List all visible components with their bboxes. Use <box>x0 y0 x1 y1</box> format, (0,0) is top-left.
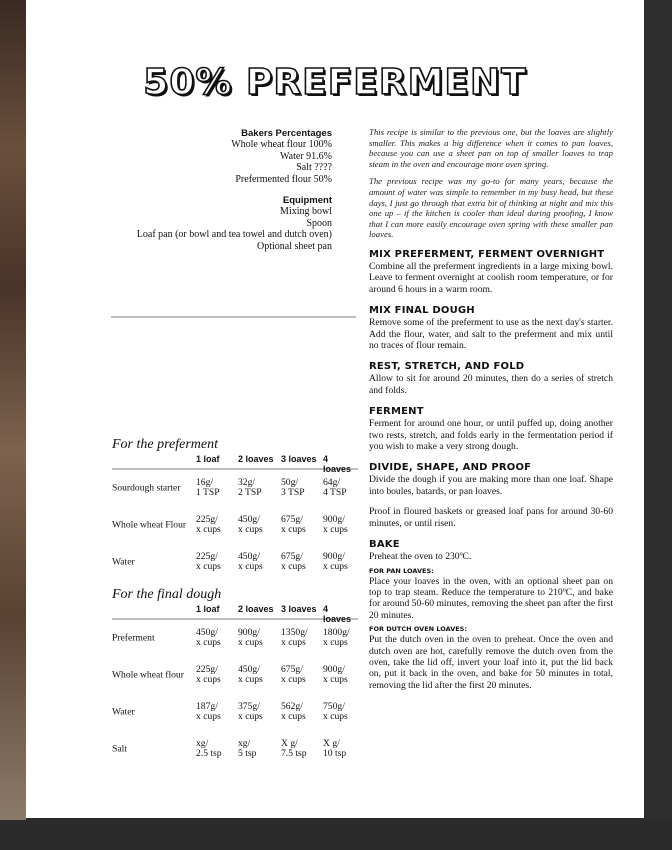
equipment-line: Mixing bowl <box>280 206 332 218</box>
table-cell: 900g/ x cups <box>323 663 348 686</box>
table-header <box>112 603 358 624</box>
table-cell: 562g/ x cups <box>281 700 306 723</box>
table-row <box>112 544 358 581</box>
table-cell: 225g/ x cups <box>196 513 221 536</box>
table-cell: 225g/ x cups <box>196 550 221 573</box>
equipment-heading: Equipment <box>282 195 332 207</box>
table-cell: 900g/ x cups <box>323 550 348 573</box>
table-cell: 675g/ x cups <box>281 663 306 686</box>
percentage-line: Prefermented flour 50% <box>235 173 332 185</box>
step-text: Allow to sit for around 20 minutes, then do a series of stretch and folds. <box>369 373 613 396</box>
column-header: 3 loaves <box>281 454 317 464</box>
bakers-percentages-heading: Bakers Percentages <box>241 128 332 139</box>
step-bake <box>369 538 613 691</box>
ingredient-name: Preferment <box>112 632 155 644</box>
column-header: 4 loaves <box>323 604 352 624</box>
column-header: 4 loaves <box>323 454 352 474</box>
ingredient-name: Whole wheat Flour <box>112 519 187 531</box>
table-row <box>112 507 358 544</box>
step-divide-shape <box>369 461 613 529</box>
table-cell: 900g/ x cups <box>238 626 263 649</box>
column-header: 2 loaves <box>238 454 274 464</box>
step-text: Combine all the preferment ingredients in a large mixing bowl. Leave to ferment overnight at coolish room temperature, or for around 6 hours in a warm room. <box>369 261 613 295</box>
table-cell: 1350g/ x cups <box>281 626 308 649</box>
step-text: Remove some of the preferment to use as the next day's starter. Add the flour, water, and salt to the preferment and mix until no traces of flour remain. <box>369 317 613 352</box>
ingredient-name: Whole wheat flour <box>112 669 184 681</box>
table-cell: xg/ 2.5 tsp <box>196 737 222 760</box>
equipment-line: Loaf pan (or bowl and tea towel and dutch oven) <box>136 229 332 241</box>
table-cell: 450g/ x cups <box>238 550 263 573</box>
pan-loaves-text: Place your loaves in the oven, with an optional sheet pan on top to trap steam. Reduce the temperature to 210ºC, and bake for around 50-60 minutes, removing the sheet pan after the first 20 minutes. <box>369 575 613 621</box>
step-text: Divide the dough if you are making more than one loaf. Shape into boules, batards, or pan loaves. <box>369 474 613 497</box>
step-rest-stretch <box>369 360 613 396</box>
table-cell: 750g/ x cups <box>323 700 348 723</box>
table-cell: 1800g/ x cups <box>323 626 350 649</box>
step-heading: DIVIDE, SHAPE, AND PROOF <box>369 462 532 474</box>
table-cell: 225g/ x cups <box>196 663 221 686</box>
step-heading: BAKE <box>369 539 400 551</box>
column-header: 2 loaves <box>238 604 274 614</box>
table-row <box>112 620 358 657</box>
table-cell: 900g/ x cups <box>323 513 348 536</box>
step-final-dough <box>369 304 613 351</box>
preferment-table <box>112 437 358 581</box>
step-heading: FERMENT <box>369 406 424 418</box>
table-cell: 450g/ x cups <box>238 513 263 536</box>
divider <box>111 316 356 318</box>
ingredient-name: Water <box>112 556 135 568</box>
table-cell: 675g/ x cups <box>281 550 306 573</box>
step-text: Ferment for around one hour, or until puffed up, doing another two rests, stretch, and folds early in the fermentation period if you wish to make a very strong dough. <box>369 418 613 453</box>
table-row <box>112 694 358 731</box>
table-cell: 675g/ x cups <box>281 513 306 536</box>
dutch-oven-heading: FOR DUTCH OVEN LOAVES: <box>369 625 467 634</box>
table-cell: X g/ 10 tsp <box>323 737 347 760</box>
table-title: For the preferment <box>112 437 219 452</box>
table-cell: 64g/ 4 TSP <box>323 476 347 499</box>
table-cell: 32g/ 2 TSP <box>238 476 262 499</box>
percentage-line: Whole wheat flour 100% <box>231 139 332 151</box>
percentage-line: Water 91.6% <box>280 150 332 162</box>
step-heading: MIX FINAL DOUGH <box>369 305 475 317</box>
table-cell: X g/ 7.5 tsp <box>281 737 307 760</box>
table-cell: 375g/ x cups <box>238 700 263 723</box>
equipment-line: Optional sheet pan <box>257 240 332 252</box>
table-row <box>112 657 358 694</box>
recipe-info <box>106 128 332 252</box>
page-margin <box>644 0 672 850</box>
column-header: 3 loaves <box>281 604 317 614</box>
step-ferment <box>369 405 613 452</box>
table-cell: 50g/ 3 TSP <box>281 476 305 499</box>
step-mix-preferment <box>369 248 613 295</box>
percentage-line: Salt ???? <box>296 162 332 174</box>
table-row <box>112 470 358 507</box>
table-cell: 187g/ x cups <box>196 700 221 723</box>
step-text: Proof in floured baskets or greased loaf pans for around 30-60 minutes, or until risen. <box>369 506 613 529</box>
method-steps <box>369 248 613 700</box>
table-cell: 450g/ x cups <box>196 626 221 649</box>
intro-paragraph: The previous recipe was my go-to for many years, because the amount of water was simple to remember in my busy head, but these days, I just go through that extra bit of thinking at night and mix this one up – if the kitchen is cooler than ideal during proofing, I know that I can more easily encourage oven spring with these smaller pan loaves. <box>369 176 613 240</box>
page-title: 50% PREFERMENT <box>143 62 527 103</box>
intro-text <box>369 127 613 247</box>
table-title: For the final dough <box>112 587 222 602</box>
table-cell: 16g/ 1 TSP <box>196 476 220 499</box>
intro-paragraph: This recipe is similar to the previous one, but the loaves are slightly smaller. This makes a big difference when it comes to pan loaves, because you can use a sheet pan on top of smaller loaves to trap steam in the oven and encourage more oven spring. <box>369 127 613 169</box>
table-cell: 450g/ x cups <box>238 663 263 686</box>
ingredient-name: Sourdough starter <box>112 482 181 494</box>
step-heading: MIX PREFERMENT, FERMENT OVERNIGHT <box>369 249 605 260</box>
column-header: 1 loaf <box>196 454 220 464</box>
final-dough-table <box>112 587 358 768</box>
pan-loaves-heading: FOR PAN LOAVES: <box>369 566 434 575</box>
column-header: 1 loaf <box>196 604 220 614</box>
ingredient-name: Water <box>112 706 135 718</box>
dutch-oven-text: Put the dutch oven in the oven to preheat. Once the oven and dutch oven are hot, carefully remove the dutch oven from the oven, take the lid off, invert your loaf into it, put the lid back on, put it back in the oven, and bake for 50 minutes in total, removing the lid after the first 20 minutes. <box>369 634 613 691</box>
recipe-page <box>26 0 644 818</box>
wood-background <box>0 0 26 820</box>
step-heading: REST, STRETCH, AND FOLD <box>369 361 525 373</box>
table-header <box>112 453 358 474</box>
table-row <box>112 731 358 768</box>
equipment-line: Spoon <box>306 217 332 229</box>
ingredient-name: Salt <box>112 743 127 755</box>
table-cell: xg/ 5 tsp <box>238 737 257 760</box>
step-text: Preheat the oven to 230ºC. <box>369 551 472 563</box>
bottom-margin <box>0 820 672 850</box>
